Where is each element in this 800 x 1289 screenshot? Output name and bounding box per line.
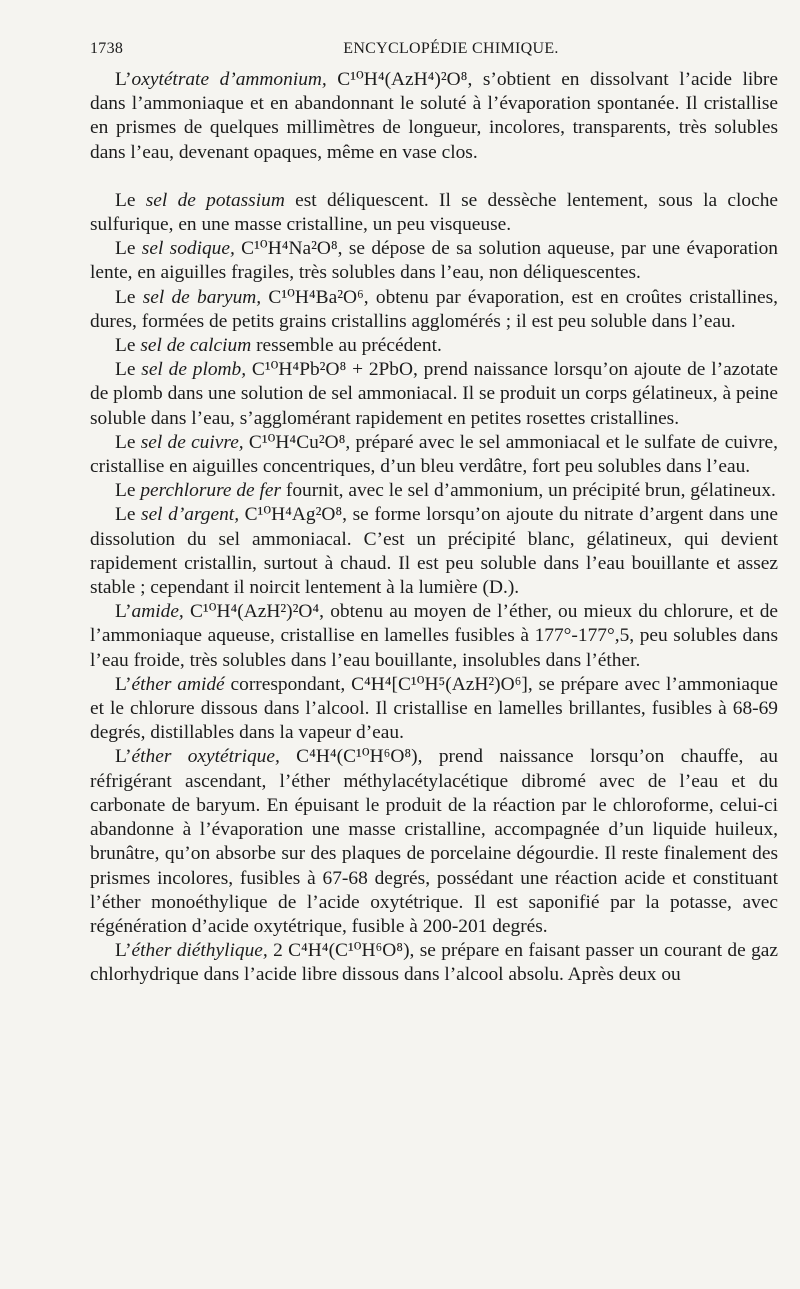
paragraph-lead: L’ bbox=[115, 746, 132, 768]
paragraph-term: éther diéthylique, bbox=[131, 940, 268, 962]
paragraph-lead: L’ bbox=[115, 601, 132, 623]
paragraph-sel-cuivre bbox=[90, 431, 778, 479]
paragraph-lead: Le bbox=[115, 359, 142, 381]
paragraph-term: sel sodique, bbox=[141, 238, 235, 260]
paragraph-perchlorure-fer bbox=[90, 479, 778, 503]
paragraph-lead: Le bbox=[115, 189, 146, 211]
paragraph-amide bbox=[90, 600, 778, 673]
paragraph-text: correspondant, C⁴H⁴[C¹⁰H⁵(AzH²)O⁶], se prépare avec l’ammoniaque et le chlorure dissous dans l’alcool. Il cristallise en lamelles brillantes, fusibles à 68-69 degrés, distillables dans la vapeur d’eau. bbox=[90, 673, 778, 744]
paragraph-formula: C¹⁰H⁴Na²O⁸, bbox=[234, 238, 343, 260]
paragraph-ether-oxytetrique bbox=[90, 745, 778, 939]
paragraph-term: sel de cuivre, bbox=[140, 431, 244, 453]
paragraph-text: ressemble au précédent. bbox=[251, 335, 442, 357]
paragraph-text: se dépose de sa solution aqueuse, par une évaporation lente, en aiguilles fragiles, très solubles dans l’eau, non déliquescentes. bbox=[90, 238, 779, 284]
paragraph-formula: C¹⁰H⁴Ag²O⁸, bbox=[239, 504, 348, 526]
paragraph-formula: C¹⁰H⁴(AzH⁴)²O⁸, bbox=[326, 69, 473, 90]
paragraph-lead: Le bbox=[115, 504, 142, 526]
paragraph-lead: L’ bbox=[115, 940, 132, 962]
paragraph-sel-calcium bbox=[90, 334, 778, 358]
paragraph-sel-potassium bbox=[90, 189, 778, 237]
paragraph-text: préparé avec le sel ammoniacal et le sulfate de cuivre, cristallise en aiguilles concentriques, d’un bleu verdâtre, fort peu solubles dans l’eau. bbox=[90, 431, 778, 478]
paragraph-sel-plomb bbox=[90, 358, 778, 431]
paragraph-lead: Le bbox=[115, 431, 141, 453]
paragraph-lead: Le bbox=[115, 480, 141, 502]
paragraph-text: obtenu par évaporation, est en croûtes cristallines, dures, formées de petits grains cristallins agglomérés ; il est peu soluble dans l’eau. bbox=[90, 286, 778, 332]
paragraph-text: est déliquescent. Il se dessèche lentement, sous la cloche sulfurique, en une masse cristalline, un peu visqueuse. bbox=[90, 189, 778, 236]
paragraph-term: éther oxytétrique, bbox=[131, 746, 280, 768]
paragraph-term: oxytétrate d’ammonium, bbox=[131, 69, 327, 90]
paragraph-term: sel de calcium bbox=[140, 335, 252, 357]
paragraph-oxytetrate-ammonium bbox=[90, 68, 778, 165]
paragraph-sel-sodique bbox=[90, 237, 778, 285]
paragraph-lead: Le bbox=[115, 286, 143, 308]
paragraph-term: amide, bbox=[131, 601, 184, 623]
paragraph-text: se forme lorsqu’on ajoute du nitrate d’argent dans une dissolution du sel ammoniacal. C’est un précipité blanc, gélatineux, qui devient rapidement cristallin, surtout à chaud. Il est peu soluble dans l’eau bouillante et assez stable ; cependant il noircit lentement à la lumière (D.). bbox=[90, 504, 778, 599]
paragraph-term: éther amidé bbox=[131, 673, 225, 695]
paragraph-ether-amide bbox=[90, 673, 778, 746]
paragraph-text: obtenu au moyen de l’éther, ou mieux du chlorure, et de l’ammoniaque aqueuse, cristallise en lamelles fusibles à 177°-177°,5, peu solubles dans l’eau froide, très solubles dans l’eau bouillante, insolubles dans l’éther. bbox=[90, 601, 778, 671]
paragraph-sel-argent bbox=[90, 503, 778, 600]
running-title: ENCYCLOPÉDIE CHIMIQUE. bbox=[343, 40, 559, 57]
paragraph-formula: C¹⁰H⁴Cu²O⁸, bbox=[243, 431, 351, 453]
paragraph-text: fournit, avec le sel d’ammonium, un précipité brun, gélatineux. bbox=[281, 480, 776, 502]
paragraph-formula: C¹⁰H⁴Pb²O⁸ + 2PbO, bbox=[246, 359, 418, 381]
paragraph-lead: L’ bbox=[115, 673, 132, 695]
paragraph-term: sel de baryum, bbox=[142, 286, 262, 308]
paragraph-term: sel de plomb, bbox=[141, 359, 247, 381]
paragraph-text: s’obtient en dissolvant l’acide libre dans l’ammoniaque et en abandonnant le soluté à l’évaporation spontanée. Il cristallise en prismes de quelques millimètres de longueur, incolores, transparents, très solubles dans l’eau, devenant opaques, même en vase clos. bbox=[90, 69, 778, 163]
page-number: 1738 bbox=[90, 40, 124, 57]
paragraph-formula: 2 C⁴H⁴(C¹⁰H⁶O⁸), bbox=[267, 940, 415, 962]
paragraph-term: perchlorure de fer bbox=[140, 480, 282, 502]
paragraph-text: se prépare en faisant passer un courant de gaz chlorhydrique dans l’acide libre dissous dans l’alcool absolu. Après deux ou bbox=[90, 940, 778, 986]
paragraph-lead: Le bbox=[115, 335, 141, 357]
paragraph-term: sel d’argent, bbox=[141, 504, 240, 526]
paragraph-formula: C⁴H⁴(C¹⁰H⁶O⁸), bbox=[279, 746, 423, 768]
paragraph-term: sel de potassium bbox=[145, 189, 285, 211]
paragraph-formula: C¹⁰H⁴Ba²O⁶, bbox=[261, 286, 369, 308]
paragraph-lead: Le bbox=[115, 238, 142, 260]
paragraph-lead: L’ bbox=[115, 69, 132, 90]
paragraph-sel-baryum bbox=[90, 286, 778, 334]
page-header bbox=[90, 40, 772, 62]
paragraph-text: prend naissance lorsqu’on ajoute de l’azotate de plomb dans une solution de sel ammoniacal. Il se produit un corps gélatineux, à peine soluble dans l’eau, s’agglomérant rapidement en petites rosettes cristallines. bbox=[90, 359, 778, 429]
body-text bbox=[90, 68, 778, 988]
paragraph-text: prend naissance lorsqu’on chauffe, au réfrigérant ascendant, l’éther méthylacétylacétique dibromé avec de l’eau et du carbonate de baryum. En épuisant le produit de la réaction par le chloroforme, celui-ci abandonne à l’évaporation une masse cristalline, accompagnée d’un liquide huileux, brunâtre, qu’on absorbe sur des plaques de porcelaine dégourdie. Il reste finalement des prismes incolores, fusibles à 67-68 degrés, possédant une réaction acide et constituant l’éther monoéthylique de l’acide oxytétrique. Il est saponifié par la potasse, avec régénération d’acide oxytétrique, fusible à 200-201 degrés. bbox=[90, 746, 778, 937]
paragraph-formula: C¹⁰H⁴(AzH²)²O⁴, bbox=[183, 601, 325, 623]
paragraph-ether-diethylique bbox=[90, 939, 778, 987]
